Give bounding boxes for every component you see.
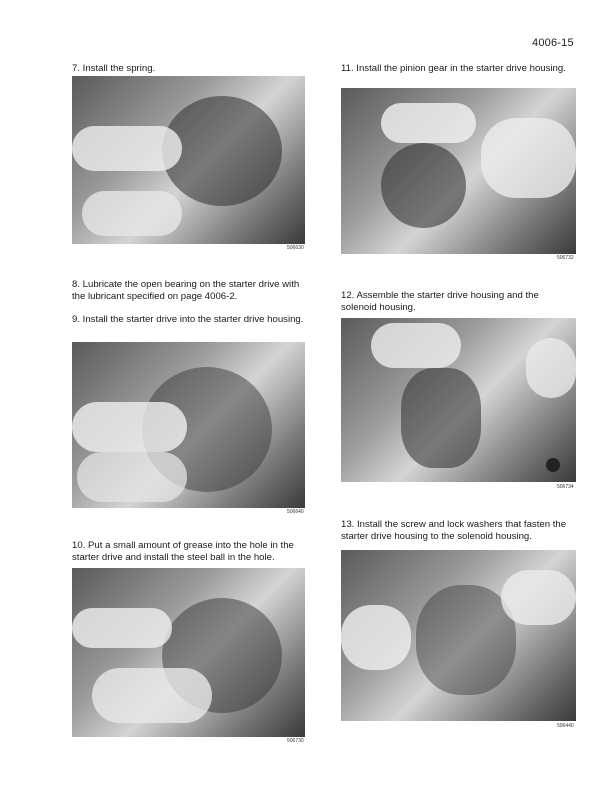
photo-insert-steel-ball — [72, 568, 305, 737]
figure-number: 506630 — [287, 245, 304, 251]
figure-number: 506640 — [287, 509, 304, 515]
photo-assemble-housings — [341, 318, 576, 482]
photo-install-spring — [72, 76, 305, 244]
step-10-text: 10. Put a small amount of grease into the hole in the starter drive and install the steel ball in the hole. — [72, 540, 294, 563]
step-9-text: 9. Install the starter drive into the starter drive housing. — [72, 314, 304, 325]
step-12-text: 12. Assemble the starter drive housing and the solenoid housing. — [341, 290, 539, 313]
photo-install-screw-washers — [341, 550, 576, 721]
step-11-text: 11. Install the pinion gear in the starter drive housing. — [341, 63, 566, 74]
photo-install-pinion-gear — [341, 88, 576, 254]
figure-number: 506732 — [557, 255, 574, 261]
figure-number: 506730 — [287, 738, 304, 744]
step-8-text: 8. Lubricate the open bearing on the starter drive with the lubricant specified on page 4006-2. — [72, 279, 300, 302]
step-13-text: 13. Install the screw and lock washers that fasten the starter drive housing to the solenoid housing. — [341, 519, 567, 542]
photo-install-starter-drive — [72, 342, 305, 508]
step-7-text: 7. Install the spring. — [72, 63, 156, 74]
figure-number: 506734 — [557, 484, 574, 490]
figure-number: 506440 — [557, 723, 574, 729]
page-number: 4006-15 — [532, 37, 574, 49]
